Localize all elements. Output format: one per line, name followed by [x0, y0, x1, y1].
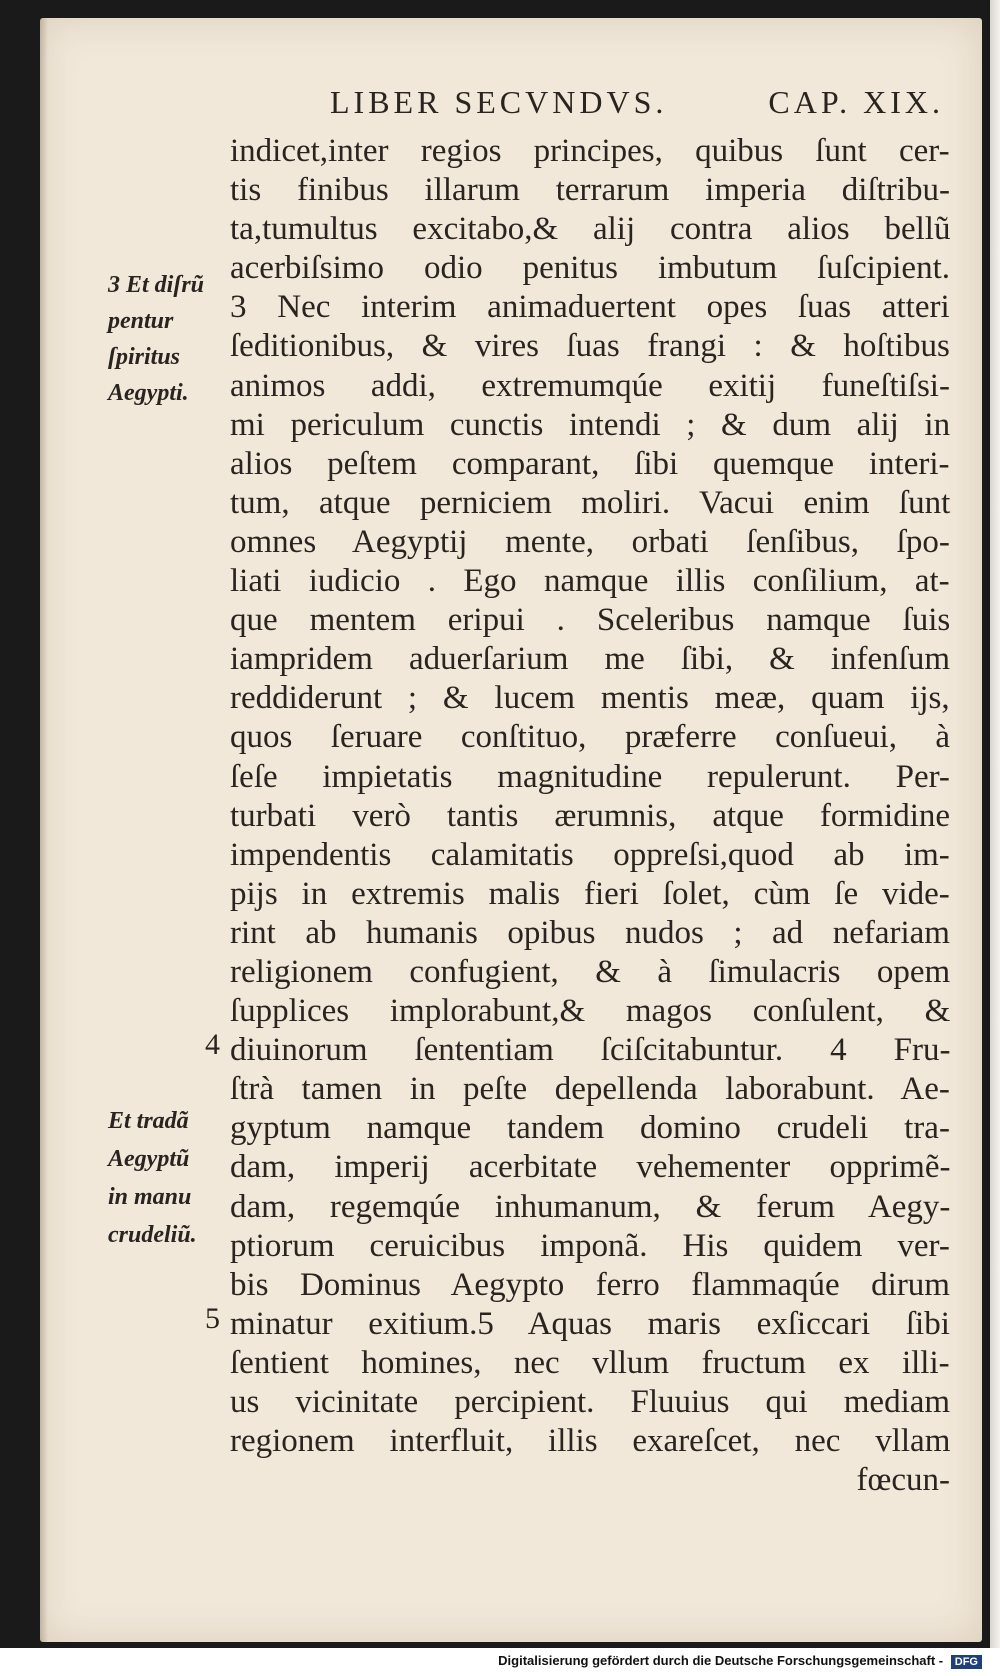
text-line: omnes Aegyptij mente, orbati ſenſibus, ſpo-: [230, 523, 950, 560]
text-line: regionem interfluit, illis exareſcet, nec vllam: [230, 1423, 951, 1460]
verse-marker-5: 5: [205, 1302, 220, 1335]
text-line: animos addi, extremumqúe exitij funeſtiſsi-: [230, 367, 950, 404]
text-line: minatur exitium.5 Aquas maris exſiccari ſibi: [230, 1305, 950, 1342]
text-line: impendentis calamitatis oppreſsi,quod ab im-: [230, 836, 950, 873]
text-line: quos ſeruare conſtituo, præferre conſueui, à: [230, 719, 951, 756]
note-line: in manu: [108, 1184, 192, 1210]
text-line: indicet,inter regios principes, quibus ſunt cer-: [230, 133, 950, 169]
text-line: 3 Nec interim animaduertent opes ſuas atteri: [230, 289, 950, 326]
text-line: gyptum namque tandem domino crudeli tra-: [230, 1110, 950, 1147]
dfg-logo: DFG: [951, 1655, 982, 1669]
text-line: pijs in extremis malis fieri ſolet, cùm ſe vide-: [230, 875, 950, 912]
running-title: LIBER SECVNDVS.: [330, 84, 668, 120]
text-line: turbati verò tantis ærumnis, atque formidine: [230, 797, 951, 834]
scan-edge-strip: [990, 0, 1000, 1676]
text-line: us vicinitate percipient. Fluuius qui mediam: [230, 1384, 951, 1420]
chapter-number: CAP. XIX.: [768, 84, 944, 120]
text-line: ſeſe impietatis magnitudine repulerunt. Per-: [230, 758, 950, 795]
text-line: religionem confugient, & à ſimulacris opem: [230, 953, 951, 990]
text-line: mi periculum cunctis intendi ; & dum alij in: [230, 406, 951, 443]
footer-credit: [498, 1653, 982, 1669]
text-line: dam, regemqúe inhumanum, & ferum Aegy-: [230, 1188, 951, 1225]
note-line: 3 Et diſrũ: [108, 272, 205, 298]
text-line: ta,tumultus excitabo,& alij contra alios bellũ: [230, 211, 951, 248]
footer-credit-text: Digitalisierung gefördert durch die Deutsche Forschungsgemeinschaft -: [498, 1653, 944, 1668]
text-line: tum, atque perniciem moliri. Vacui enim ſunt: [230, 484, 951, 521]
note-line: pentur: [108, 308, 174, 334]
text-line: bis Dominus Aegypto ferro flammaqúe dirum: [230, 1266, 950, 1303]
body-text: [230, 132, 950, 1500]
text-line: ſtrà tamen in peſte depellenda laborabunt. Ae-: [230, 1071, 950, 1108]
verse-marker-4: 4: [205, 1028, 220, 1061]
running-header: [330, 84, 950, 124]
text-line: liati iudicio . Ego namque illis conſilium, at-: [230, 563, 950, 600]
text-line: diuinorum ſententiam ſciſcitabuntur. 4 Fru-: [230, 1032, 951, 1069]
text-line: dam, imperij acerbitate vehementer opprimẽ-: [230, 1149, 951, 1186]
text-line: alios peſtem comparant, ſibi quemque interi-: [230, 445, 950, 482]
page-gutter-shadow: [40, 18, 48, 1642]
text-line: ſentient homines, nec vllum fructum ex illi-: [230, 1344, 950, 1381]
note-line: Aegyptũ: [108, 1146, 190, 1172]
note-line: crudeliũ.: [108, 1222, 197, 1248]
text-line: ſupplices implorabunt,& magos conſulent, &: [230, 993, 951, 1030]
note-line: Et tradã: [108, 1108, 189, 1134]
text-line: tis finibus illarum terrarum imperia diſtribu-: [230, 172, 950, 209]
text-line: que mentem eripui . Sceleribus namque ſuis: [230, 602, 951, 639]
text-line: rint ab humanis opibus nudos ; ad nefariam: [230, 914, 950, 951]
digitization-footer: [0, 1648, 1000, 1676]
note-line: Aegypti.: [108, 380, 189, 406]
text-line: ſeditionibus, & vires ſuas frangi : & hoſtibus: [230, 328, 950, 365]
note-line: ſpiritus: [108, 344, 181, 370]
catchword: fœcun-: [856, 1462, 950, 1499]
text-line: ptiorum ceruicibus imponã. His quidem ver-: [230, 1227, 950, 1264]
text-line: reddiderunt ; & lucem mentis meæ, quam ijs,: [230, 680, 950, 717]
text-line: acerbiſsimo odio penitus imbutum ſuſcipient.: [230, 250, 951, 287]
text-line: iampridem aduerſarium me ſibi, & infenſum: [230, 641, 951, 678]
